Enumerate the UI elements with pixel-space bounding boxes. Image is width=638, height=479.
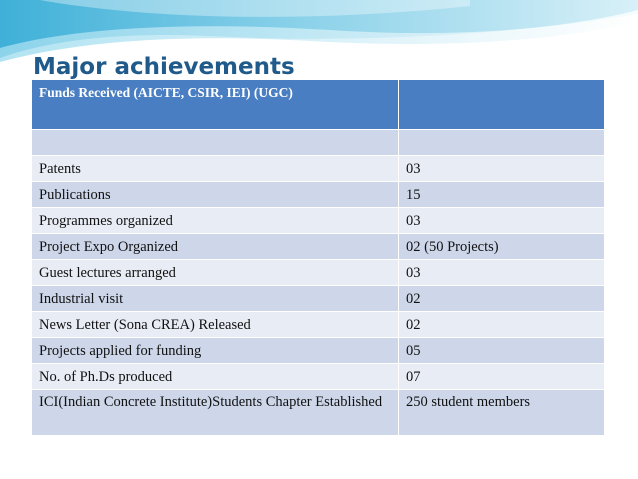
row-value xyxy=(399,130,605,156)
row-label xyxy=(32,130,399,156)
row-value: 03 xyxy=(399,260,605,286)
row-value: 02 xyxy=(399,312,605,338)
table-row xyxy=(32,312,605,338)
table-row xyxy=(32,208,605,234)
row-label: Guest lectures arranged xyxy=(32,260,399,286)
row-value: 03 xyxy=(399,208,605,234)
row-label: Projects applied for funding xyxy=(32,338,399,364)
table-row xyxy=(32,182,605,208)
achievements-table xyxy=(31,79,605,436)
table-row xyxy=(32,234,605,260)
table-row xyxy=(32,260,605,286)
row-value: 07 xyxy=(399,364,605,390)
slide-title: Major achievements xyxy=(33,54,295,80)
row-value: 03 xyxy=(399,156,605,182)
row-value: 05 xyxy=(399,338,605,364)
row-label: News Letter (Sona CREA) Released xyxy=(32,312,399,338)
row-label: ICI(Indian Concrete Institute)Students Chapter Established xyxy=(32,390,399,436)
row-value: 15 xyxy=(399,182,605,208)
row-label: Publications xyxy=(32,182,399,208)
row-label: Patents xyxy=(32,156,399,182)
row-value: 02 (50 Projects) xyxy=(399,234,605,260)
table-row xyxy=(32,364,605,390)
table-row xyxy=(32,130,605,156)
table-row xyxy=(32,156,605,182)
row-label: No. of Ph.Ds produced xyxy=(32,364,399,390)
table-row xyxy=(32,390,605,436)
row-label: Programmes organized xyxy=(32,208,399,234)
row-label: Industrial visit xyxy=(32,286,399,312)
table-header-row xyxy=(32,80,605,130)
row-value: 250 student members xyxy=(399,390,605,436)
row-label: Project Expo Organized xyxy=(32,234,399,260)
table-row xyxy=(32,338,605,364)
header-value-cell xyxy=(399,80,605,130)
header-label-cell: Funds Received (AICTE, CSIR, IEI) (UGC) xyxy=(32,80,399,130)
table-row xyxy=(32,286,605,312)
row-value: 02 xyxy=(399,286,605,312)
